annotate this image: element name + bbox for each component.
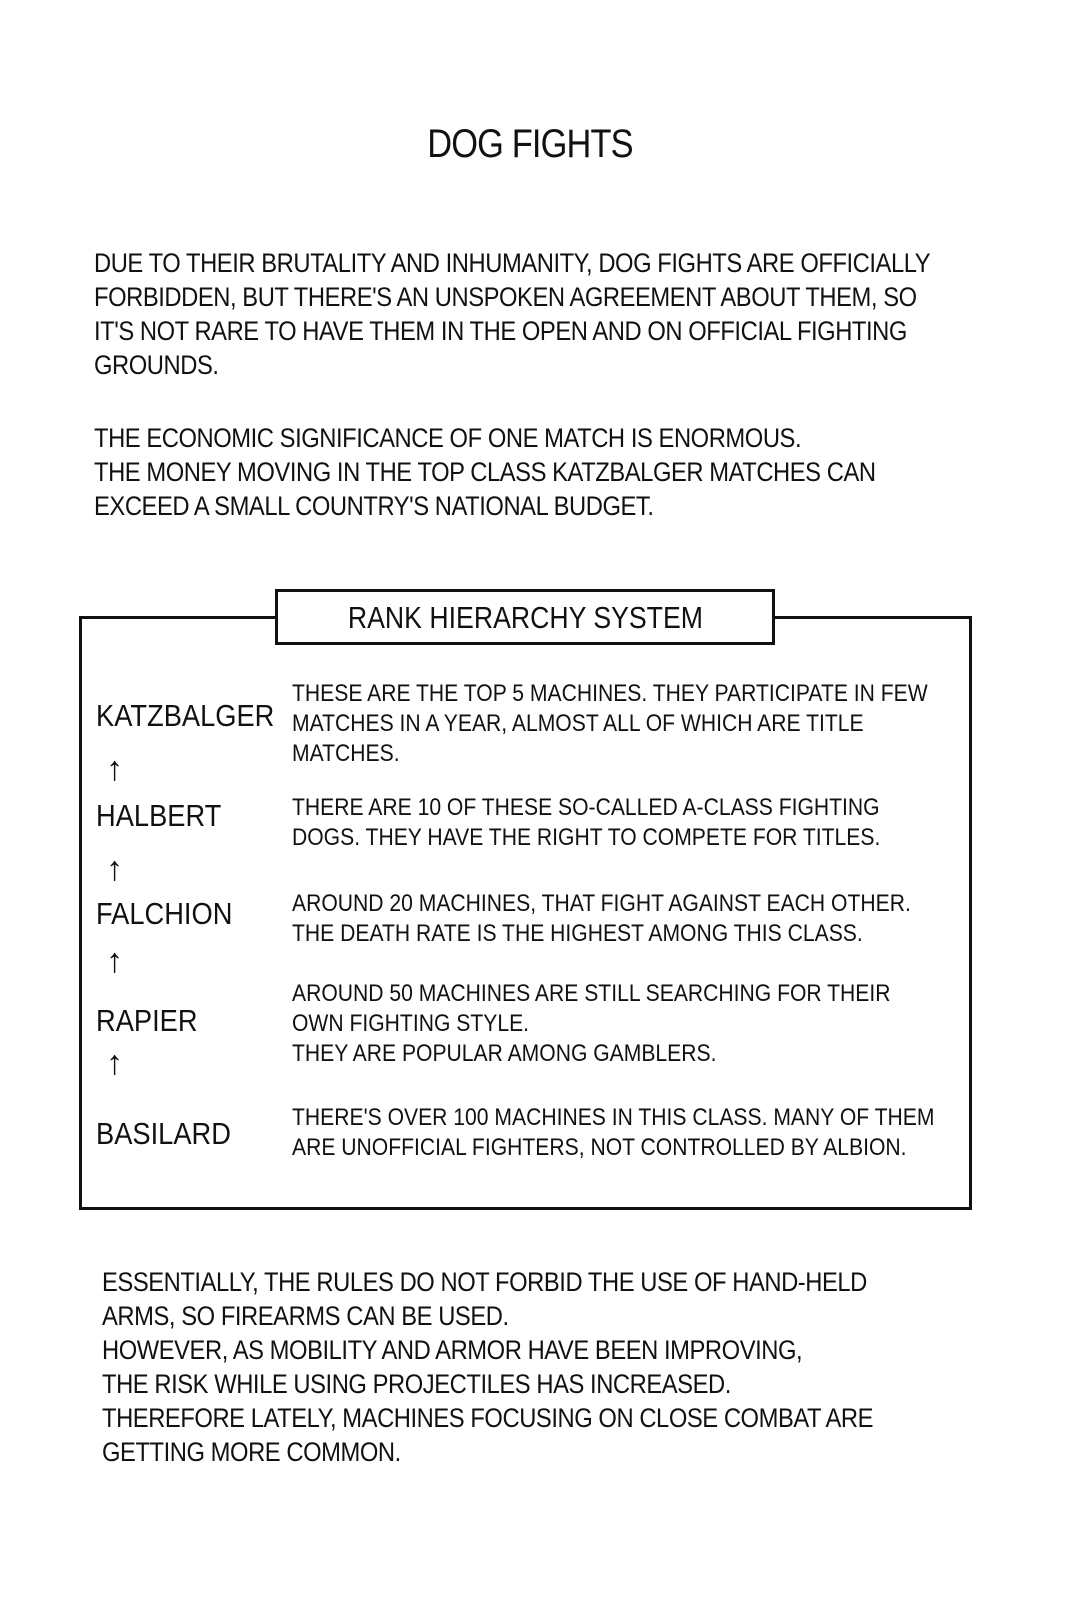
rank-desc-line: MATCHES IN A YEAR, ALMOST ALL OF WHICH ARE TITLE	[292, 710, 864, 737]
rank-hierarchy-heading	[275, 589, 775, 645]
box-border-left	[79, 616, 277, 619]
outro-line: THEREFORE LATELY, MACHINES FOCUSING ON CLOSE COMBAT ARE	[102, 1403, 874, 1433]
rank-desc-halbert	[292, 793, 972, 853]
outro-line: ARMS, SO FIREARMS CAN BE USED.	[102, 1301, 509, 1331]
intro-paragraph-1	[94, 246, 994, 382]
outro-line: THE RISK WHILE USING PROJECTILES HAS INCREASED.	[102, 1369, 731, 1399]
rank-desc-line: DOGS. THEY HAVE THE RIGHT TO COMPETE FOR TITLES.	[292, 824, 881, 851]
page-title: DOG FIGHTS	[427, 122, 633, 166]
rank-name-falchion: FALCHION	[96, 896, 233, 931]
rank-desc-katzbalger	[292, 679, 972, 769]
intro-p2-line: THE MONEY MOVING IN THE TOP CLASS KATZBALGER MATCHES CAN	[94, 457, 876, 487]
outro-line: HOWEVER, AS MOBILITY AND ARMOR HAVE BEEN IMPROVING,	[102, 1335, 803, 1365]
rank-desc-line: AROUND 50 MACHINES ARE STILL SEARCHING FOR THEIR	[292, 980, 891, 1007]
rank-desc-line: ARE UNOFFICIAL FIGHTERS, NOT CONTROLLED BY ALBION.	[292, 1134, 907, 1161]
rank-desc-rapier	[292, 979, 972, 1069]
box-border-right	[775, 616, 972, 619]
rank-name-rapier: RAPIER	[96, 1003, 198, 1038]
up-arrow-icon: ↑	[106, 1044, 123, 1082]
up-arrow-icon: ↑	[106, 942, 123, 980]
outro-line: GETTING MORE COMMON.	[102, 1437, 401, 1467]
rank-desc-line: THERE ARE 10 OF THESE SO-CALLED A-CLASS FIGHTING	[292, 794, 880, 821]
rank-hierarchy-heading-text: RANK HIERARCHY SYSTEM	[347, 600, 703, 635]
up-arrow-icon: ↑	[106, 750, 123, 788]
rank-desc-line: THESE ARE THE TOP 5 MACHINES. THEY PARTICIPATE IN FEW	[292, 680, 928, 707]
rank-name-basilard: BASILARD	[96, 1116, 231, 1151]
rank-name-halbert: HALBERT	[96, 798, 222, 833]
rank-desc-line: THEY ARE POPULAR AMONG GAMBLERS.	[292, 1040, 717, 1067]
intro-p1-line: IT'S NOT RARE TO HAVE THEM IN THE OPEN AND ON OFFICIAL FIGHTING	[94, 316, 907, 346]
intro-p1-line: FORBIDDEN, BUT THERE'S AN UNSPOKEN AGREEMENT ABOUT THEM, SO	[94, 282, 917, 312]
intro-paragraph-2	[94, 421, 994, 523]
rank-desc-line: MATCHES.	[292, 740, 400, 767]
rank-desc-basilard	[292, 1103, 972, 1163]
rank-desc-line: AROUND 20 MACHINES, THAT FIGHT AGAINST EACH OTHER.	[292, 890, 911, 917]
rank-name-katzbalger: KATZBALGER	[96, 698, 275, 733]
up-arrow-icon: ↑	[106, 850, 123, 888]
intro-p2-line: THE ECONOMIC SIGNIFICANCE OF ONE MATCH IS ENORMOUS.	[94, 423, 802, 453]
intro-p2-line: EXCEED A SMALL COUNTRY'S NATIONAL BUDGET.	[94, 491, 654, 521]
rank-desc-line: OWN FIGHTING STYLE.	[292, 1010, 530, 1037]
outro-paragraph	[102, 1265, 1002, 1469]
intro-p1-line: GROUNDS.	[94, 350, 219, 380]
rank-desc-line: THERE'S OVER 100 MACHINES IN THIS CLASS. MANY OF THEM	[292, 1104, 935, 1131]
rank-desc-line: THE DEATH RATE IS THE HIGHEST AMONG THIS CLASS.	[292, 920, 863, 947]
rank-desc-falchion	[292, 889, 972, 949]
intro-p1-line: DUE TO THEIR BRUTALITY AND INHUMANITY, DOG FIGHTS ARE OFFICIALLY	[94, 248, 931, 278]
outro-line: ESSENTIALLY, THE RULES DO NOT FORBID THE USE OF HAND-HELD	[102, 1267, 867, 1297]
